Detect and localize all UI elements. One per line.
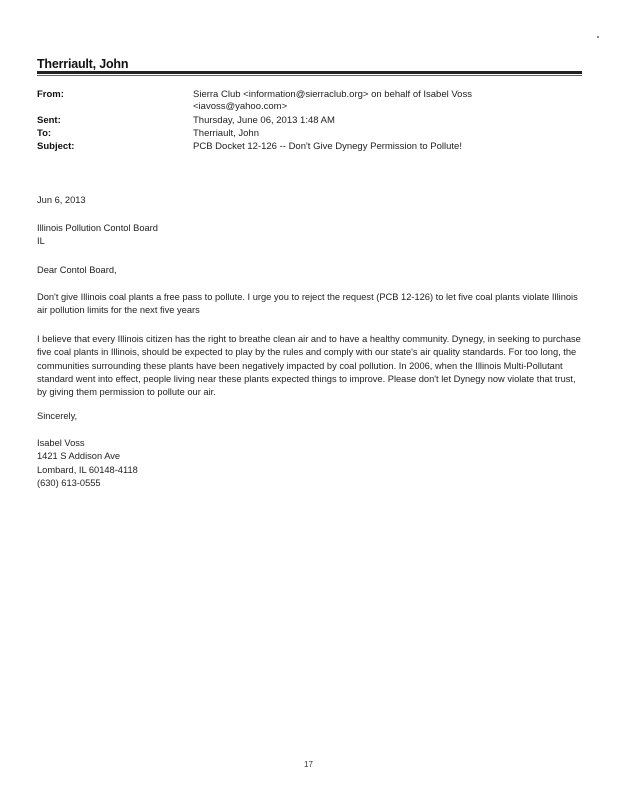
letter-date: Jun 6, 2013 [37, 195, 86, 205]
from-value-email: <iavoss@yahoo.com> [193, 101, 288, 112]
letter-paragraph-2: I believe that every Illinois citizen has the right to breathe clean air and to have a healthy community. Dynegy, in seeking to purchase five coal plants in Illinois, should be expected to play by the rules and comply with our state's air quality standards. For too long, the communities surrounding these plants have been negatively impacted by coal pollution. In 2006, when the Illinois Multi-Pollutant standard went into effect, people living near these plants expected things to improve. Please don't let Dynegy now violate that trust, by giving them permission to pollute our air. [37, 334, 581, 398]
sent-value: Thursday, June 06, 2013 1:48 AM [193, 115, 335, 126]
signature-block [37, 437, 582, 490]
scan-artifact [597, 36, 599, 38]
subject-label: Subject: [37, 141, 75, 152]
recipient-line-2: IL [37, 236, 45, 247]
phone-number: (630) 613-0555 [37, 477, 101, 488]
letter-salutation: Dear Contol Board, [37, 265, 117, 275]
from-value: Sierra Club <information@sierraclub.org> on behalf of Isabel Voss [193, 89, 472, 100]
from-label: From: [37, 89, 64, 100]
letter-paragraph-1: Don't give Illinois coal plants a free pass to pollute. I urge you to reject the request (PCB 12-126) to let five coal plants violate Illinois air pollution limits for the next five years [37, 292, 578, 316]
header-divider [37, 71, 582, 74]
to-value: Therriault, John [193, 128, 260, 139]
signature-name: Isabel Voss [37, 438, 85, 448]
recipient-line-1: Illinois Pollution Contol Board [37, 223, 158, 233]
sent-label: Sent: [37, 115, 61, 126]
subject-value: PCB Docket 12-126 -- Don't Give Dynegy Permission to Pollute! [193, 141, 462, 152]
to-label: To: [37, 128, 52, 139]
address-line-2: Lombard, IL 60148-4118 [37, 464, 138, 475]
letter-recipient [37, 222, 582, 249]
page-number: 17 [304, 760, 313, 769]
letter-closing: Sincerely, [37, 411, 78, 421]
address-line-1: 1421 S Addison Ave [37, 451, 121, 462]
mailbox-owner-name: Therriault, John [37, 57, 129, 71]
header-divider-thin [37, 75, 582, 76]
